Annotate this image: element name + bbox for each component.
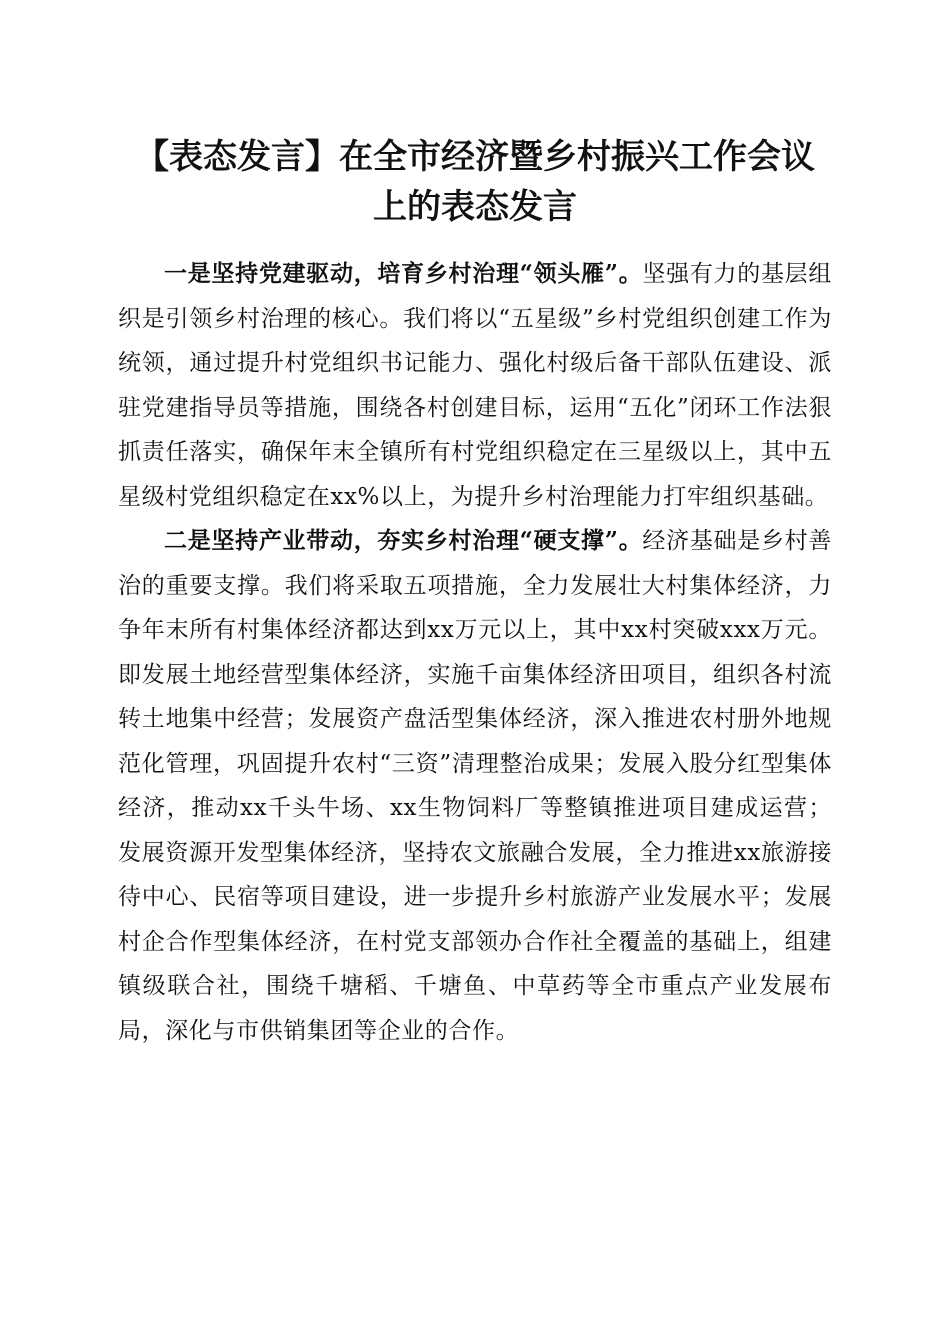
title-line-2: 上的表态发言 — [373, 187, 577, 227]
paragraph-2-text: 经济基础是乡村善治的重要支撑。我们将采取五项措施，全力发展壮大村集体经济，力争年末所有村集体经济都达到xx万元以上，其中xx村突破xxx万元。即发展土地经营型集体经济，实施千亩集体经济田项目，组织各村流转土地集中经营；发展资产盘活型集体经济，深入推进农村册外地规范化管理，巩固提升农村“三资”清理整治成果；发展入股分红型集体经济，推动xx千头牛场、xx生物饲料厂等整镇推进项目建成运营；发展资源开发型集体经济，坚持农文旅融合发展，全力推进xx旅游接待中心、民宿等项目建设，进一步提升乡村旅游产业发展水平；发展村企合作型集体经济，在村党支部领办合作社全覆盖的基础上，组建镇级联合社，围绕千塘稻、千塘鱼、中草药等全市重点产业发展布局，深化与市供销集团等企业的合作。 — [118, 528, 832, 1044]
paragraph-2 — [118, 519, 832, 1053]
paragraph-2-lead: 二是坚持产业带动，夯实乡村治理“硬支撑”。 — [164, 527, 643, 554]
paragraph-1 — [118, 252, 832, 519]
paragraph-1-lead: 一是坚持党建驱动，培育乡村治理“领头雁”。 — [164, 260, 643, 287]
document-body — [118, 252, 832, 1053]
paragraph-1-text: 坚强有力的基层组织是引领乡村治理的核心。我们将以“五星级”乡村党组织创建工作为统领，通过提升村党组织书记能力、强化村级后备干部队伍建设、派驻党建指导员等措施，围绕各村创建目标，运用“五化”闭环工作法狠抓责任落实，确保年末全镇所有村党组织稳定在三星级以上，其中五星级村党组织稳定在xx%以上，为提升乡村治理能力打牢组织基础。 — [118, 261, 832, 510]
page-title — [118, 132, 832, 232]
title-line-1: 【表态发言】在全市经济暨乡村振兴工作会议 — [135, 137, 815, 177]
